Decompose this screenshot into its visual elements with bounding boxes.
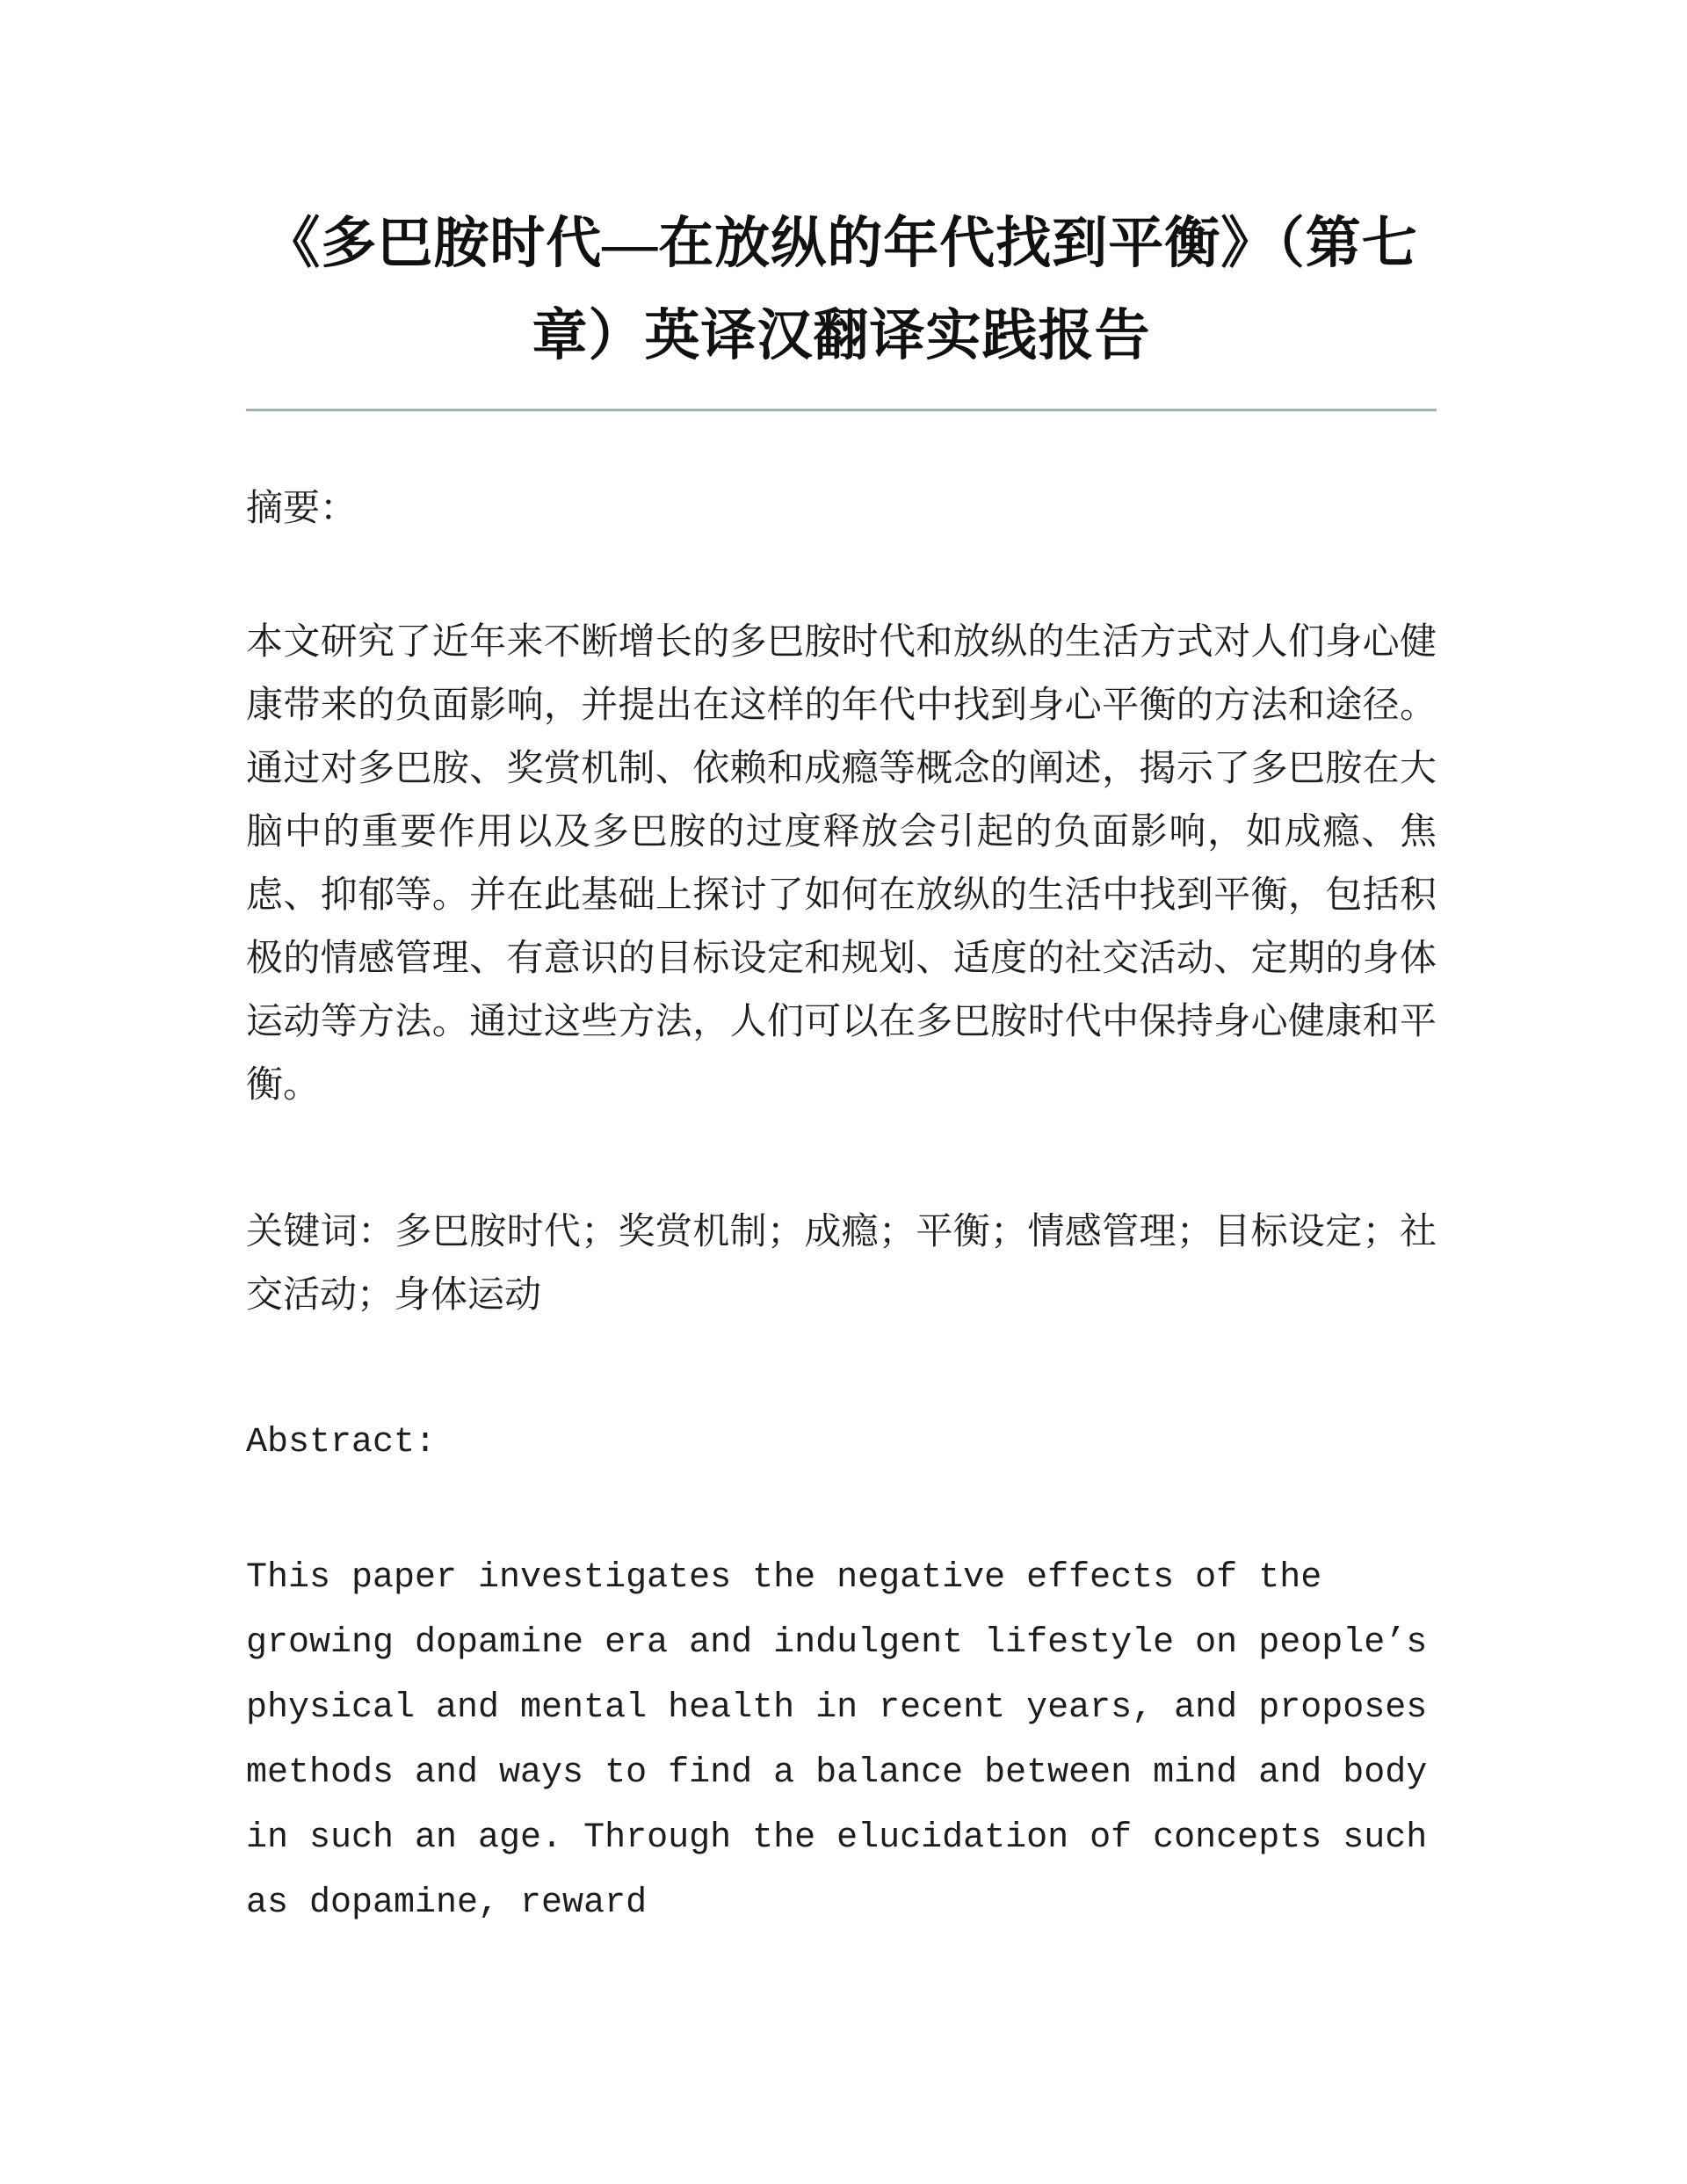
abstract-en-label: Abstract: xyxy=(246,1423,437,1462)
title-divider xyxy=(246,409,1437,411)
abstract-zh-paragraph: 本文研究了近年来不断增长的多巴胺时代和放纵的生活方式对人们身心健康带来的负面影响，并提出在这样的年代中找到身心平衡的方法和途径。通过对多巴胺、奖赏机制、依赖和成瘾等概念的阐述，揭示了多巴胺在大脑中的重要作用以及多巴胺的过度释放会引起的负面影响，如成瘾、焦虑、抑郁等。并在此基础上探讨了如何在放纵的生活中找到平衡，包括积极的情感管理、有意识的目标设定和规划、适度的社交活动、定期的身体运动等方法。通过这些方法，人们可以在多巴胺时代中保持身心健康和平衡。 xyxy=(246,622,1437,1106)
abstract-en-paragraph: This paper investigates the negative effects of the growing dopamine era and indulgent lifestyle on people’s physical and mental health in recent years, and proposes methods and ways to find a balance between mind and body in such an age. Through the elucidation of concepts such as dopamine, reward xyxy=(246,1558,1428,1923)
keywords-zh-paragraph: 关键词：多巴胺时代；奖赏机制；成瘾；平衡；情感管理；目标设定；社交活动；身体运动 xyxy=(246,1212,1437,1316)
abstract-zh-label: 摘要： xyxy=(246,489,358,529)
document-title: 《多巴胺时代—在放纵的年代找到平衡》（第七章）英译汉翻译实践报告 xyxy=(264,213,1418,366)
